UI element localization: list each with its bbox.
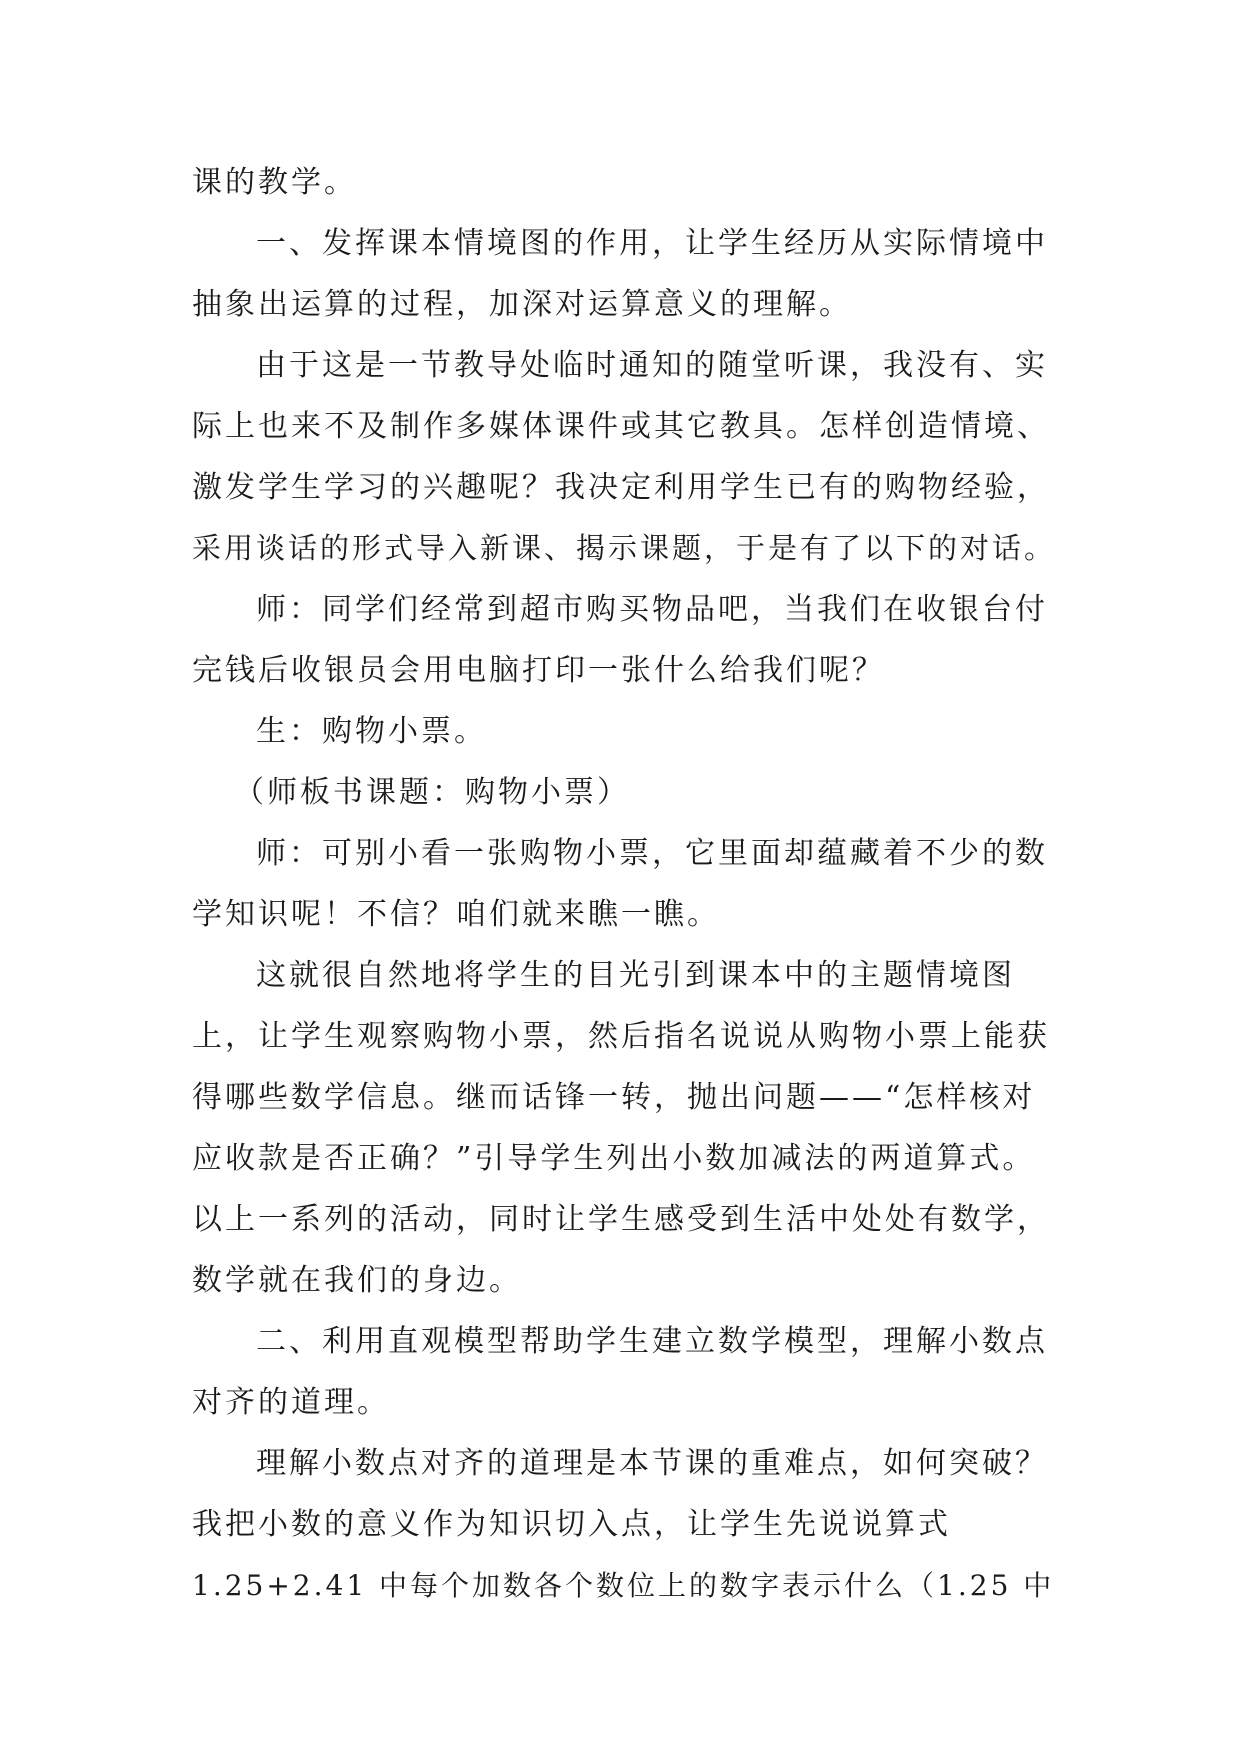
text-line-15: 上，让学生观察购物小票，然后指名说说从购物小票上能获 — [192, 1019, 1050, 1054]
text-line-22: 理解小数点对齐的道理是本节课的重难点，如何突破？ — [256, 1446, 1048, 1481]
text-line-21: 对齐的道理。 — [192, 1385, 390, 1420]
text-line-1: 课的教学。 — [192, 165, 357, 200]
text-line-3: 抽象出运算的过程，加深对运算意义的理解。 — [192, 287, 852, 322]
document-page — [192, 152, 1056, 1616]
text-line-7: 采用谈话的形式导入新课、揭示课题，于是有了以下的对话。 — [192, 531, 1057, 565]
text-line-17: 应收款是否正确？”引导学生列出小数加减法的两道算式。 — [192, 1141, 1036, 1176]
text-line-11: （师板书课题：购物小票） — [234, 775, 630, 810]
text-line-5: 际上也来不及制作多媒体课件或其它教具。怎样创造情境、 — [192, 409, 1050, 444]
text-line-6: 激发学生学习的兴趣呢？我决定利用学生已有的购物经验， — [192, 470, 1050, 505]
text-line-20: 二、利用直观模型帮助学生建立数学模型，理解小数点 — [256, 1324, 1048, 1359]
text-line-10: 生：购物小票。 — [256, 714, 487, 749]
text-line-2: 一、发挥课本情境图的作用，让学生经历从实际情境中 — [256, 226, 1048, 261]
text-line-12: 师：可别小看一张购物小票，它里面却蕴藏着不少的数 — [256, 836, 1048, 871]
text-line-16: 得哪些数学信息。继而话锋一转，抛出问题——“怎样核对 — [192, 1080, 1036, 1115]
text-line-9: 完钱后收银员会用电脑打印一张什么给我们呢？ — [192, 653, 885, 688]
text-line-23: 我把小数的意义作为知识切入点，让学生先说说算式 — [192, 1507, 951, 1542]
text-line-8: 师：同学们经常到超市购买物品吧，当我们在收银台付 — [256, 592, 1048, 627]
text-line-4: 由于这是一节教导处临时通知的随堂听课，我没有、实 — [256, 348, 1048, 383]
text-line-14: 这就很自然地将学生的目光引到课本中的主题情境图 — [256, 958, 1015, 993]
text-line-13: 学知识呢！不信？咱们就来瞧一瞧。 — [192, 897, 720, 932]
text-line-24: 1.25+2.41 中每个加数各个数位上的数字表示什么（1.25 中 — [192, 1569, 1055, 1602]
text-line-18: 以上一系列的活动，同时让学生感受到生活中处处有数学， — [192, 1202, 1050, 1237]
text-line-19: 数学就在我们的身边。 — [192, 1263, 522, 1298]
